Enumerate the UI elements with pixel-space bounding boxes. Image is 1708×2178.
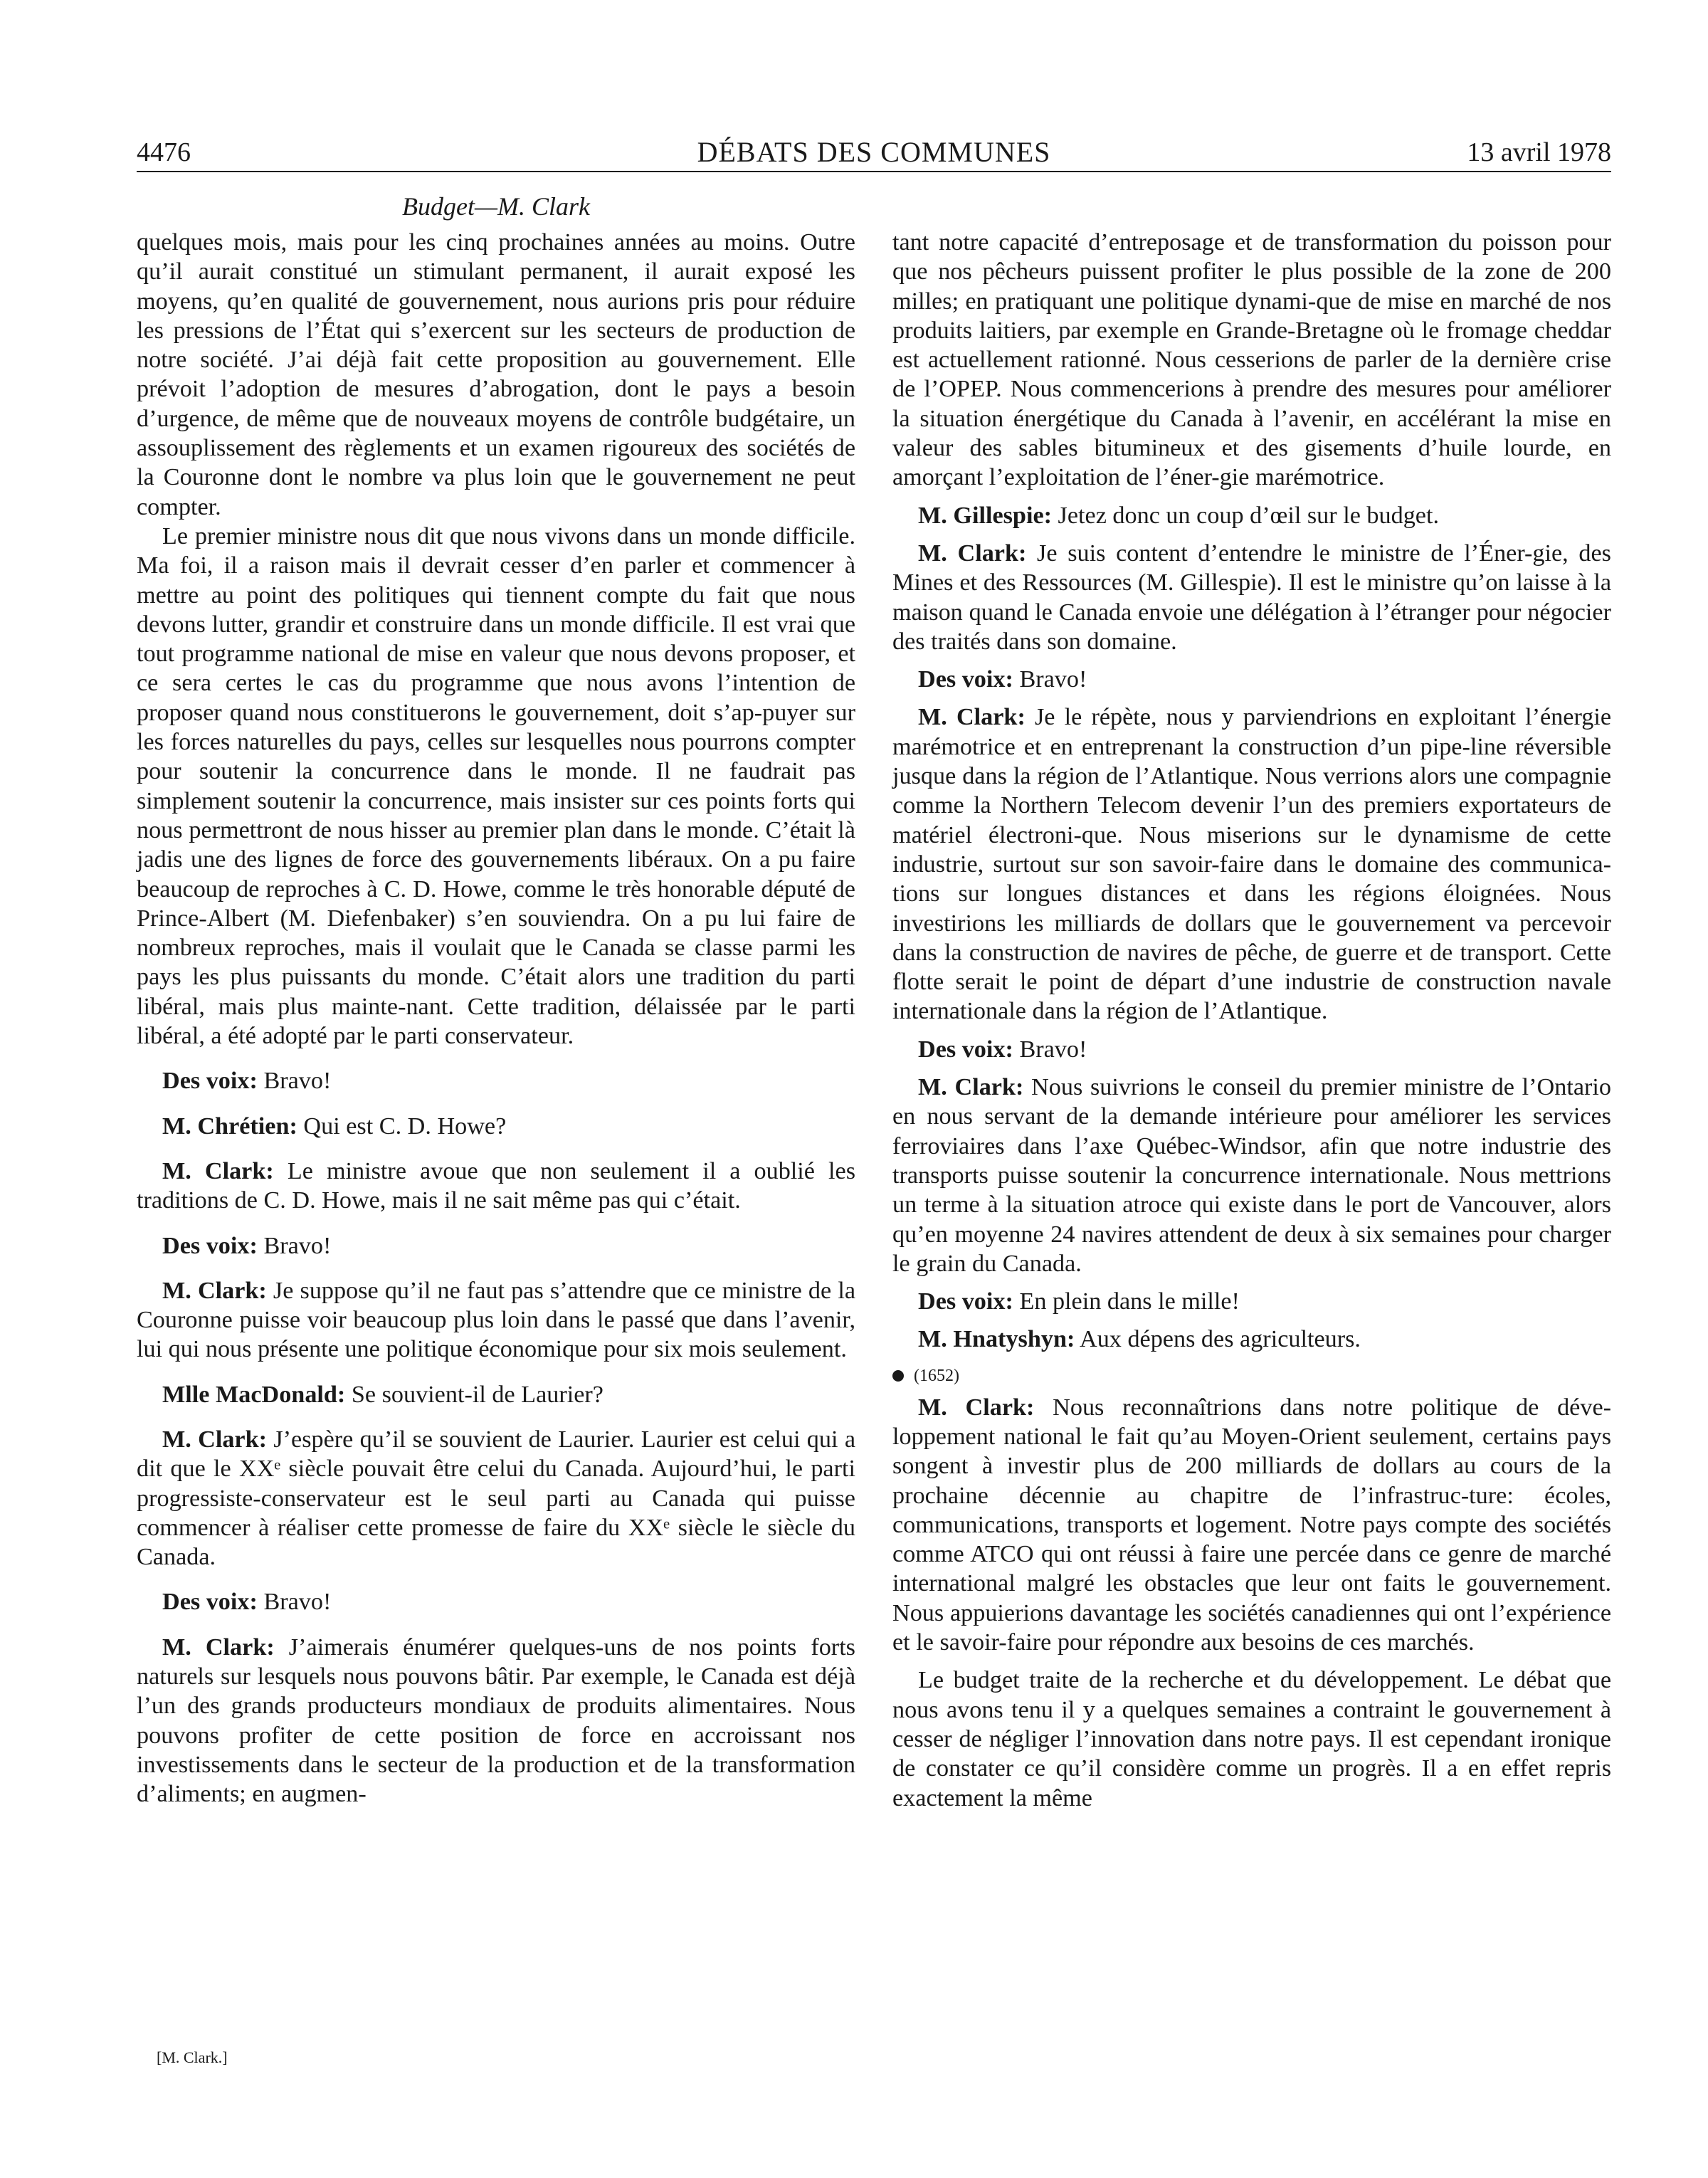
- speech-text: J’espère qu’il se souvient de Laurier. Laurier est celui qui a dit que le XXᵉ siècle pouvait être celui du Canada. Aujourd’hui, le parti progressiste-conservateur est le seul parti au Canada qui puisse commencer à réaliser cette promesse de faire du XXᵉ siècle le siècle du Canada.: [137, 1426, 856, 1571]
- speaker-name: Des voix:: [918, 666, 1013, 693]
- speech: [137, 1633, 855, 1809]
- paragraph: quelques mois, mais pour les cinq prochaines années au moins. Outre qu’il aurait constitué un stimulant permanent, il aurait exposé les moyens, qu’en qualité de gouvernement, nous aurions pris pour réduire les pressions de l’État qui s’exercent sur les secteurs de production de notre société. J’ai déjà fait cette proposition au gouvernement. Elle prévoit l’adoption de mesures d’abrogation, dont le pays a besoin d’urgence, de même que de nouveaux moyens de contrôle budgétaire, un assouplissement des règlements et un examen rigoureux des sociétés de la Couronne dont le nombre va plus loin que le gouvernement ne peut compter.: [137, 229, 855, 520]
- speech-text: Nous suivrions le conseil du premier ministre de l’Ontario en nous servant de la demande intérieure pour améliorer les services ferroviaires dans l’axe Québec-Windsor, afin que notre industrie des transports puisse soutenir la concurrence internationale. Nous mettrions un terme à la situation atroce qui existe dans le port de Vancouver, alors qu’en moyenne 24 navires attendent de deux à six semaines pour charger le grain du Canada.: [892, 1074, 1611, 1277]
- speech: [892, 1287, 1611, 1316]
- speaker-name: Des voix:: [918, 1036, 1013, 1063]
- speech-text: Nous reconnaîtrions dans notre politique de déve-loppement national le fait qu’au Moyen-Orient seulement, certains pays songent à investir plus de 200 milliards de dollars au cours de la prochaine décennie au chapitre de l’infrastruc-ture: écoles, communications, transports et logement. Notre pays compte des sociétés comme ATCO qui ont réussi à faire une percée dans ce genre de marché international malgré les obstacles que leur ont faits le gouvernement. Nous appuierions davantage les sociétés canadiennes qui ont l’expérience et le savoir-faire pour répondre aux besoins de ces marchés.: [892, 1394, 1611, 1656]
- speech: [137, 1231, 855, 1261]
- paragraph: Le premier ministre nous dit que nous vivons dans un monde difficile. Ma foi, il a raison mais il devrait cesser d’en parler et commencer à mettre au point des politiques qui tiennent compte du fait que nous devons lutter, grandir et construire dans un monde difficile. Il est vrai que tout programme national de mise en valeur que nous devons proposer, et ce sera certes le cas du programme que nous avons l’intention de proposer quand nous constituerons le gouvernement, doit s’ap-puyer sur les forces naturelles du pays, celles sur lesquelles nous pourrons compter pour soutenir la concurrence dans le monde. Il ne faudrait pas simplement soutenir la concurrence, mais insister sur ces points forts qui nous permettront de nous hisser au premier plan dans le monde. C’était là jadis une des lignes de force des gouvernements libéraux. On a pu faire beaucoup de reproches à C. D. Howe, comme le très honorable député de Prince-Albert (M. Diefenbaker) s’en souviendra. On a pu lui faire de nombreux reproches, mais il voulait que le Canada se classe parmi les pays les plus puissants du monde. C’était alors une tradition du parti libéral, mais plus mainte-nant. Cette tradition, délaissée par le parti libéral, a été adopté par le parti conservateur.: [137, 522, 855, 1050]
- time-stamp: [892, 1362, 1611, 1390]
- speaker-name: M. Clark:: [162, 1634, 275, 1661]
- speaker-name: M. Gillespie:: [918, 502, 1052, 529]
- speech: [137, 1380, 855, 1409]
- speech-text: Se souvient-il de Laurier?: [345, 1381, 603, 1408]
- speaker-name: Des voix:: [162, 1232, 258, 1259]
- page-header: [137, 134, 1611, 171]
- speech: [892, 1325, 1611, 1354]
- speech-text: En plein dans le mille!: [1013, 1288, 1240, 1315]
- speech-text: Je suppose qu’il ne faut pas s’attendre que ce ministre de la Couronne puisse voir beaucoup plus loin dans le passé que dans l’avenir, lui qui nous présente une politique économique pour six mois seulement.: [137, 1277, 855, 1363]
- running-head: Budget—M. Clark: [402, 192, 590, 221]
- speech-text: J’aimerais énumérer quelques-uns de nos points forts naturels sur lesquels nous pouvons bâtir. Par exemple, le Canada est déjà l’un des grands producteurs mondiaux de produits alimentaires. Nous pouvons profiter de cette position de force en accroissant nos investissements dans le secteur de la production et de la transformation d’aliments; en augmen-: [137, 1634, 855, 1808]
- speech: [892, 703, 1611, 1026]
- speech-text: Bravo!: [257, 1232, 332, 1259]
- speaker-name: M. Clark:: [918, 704, 1026, 731]
- speaker-name: M. Hnatyshyn:: [918, 1326, 1075, 1353]
- speech: [892, 665, 1611, 694]
- speaker-name: Des voix:: [162, 1068, 258, 1095]
- speech: [137, 1276, 855, 1364]
- speaker-name: M. Clark:: [162, 1277, 267, 1304]
- speech: [892, 1073, 1611, 1278]
- speech: [137, 1425, 855, 1572]
- speaker-name: M. Clark:: [918, 1394, 1035, 1421]
- speaker-name: Des voix:: [162, 1589, 258, 1616]
- page-number: 4476: [137, 137, 191, 167]
- journal-title: DÉBATS DES COMMUNES: [697, 136, 1051, 168]
- time-stamp-text: (1652): [914, 1366, 959, 1385]
- speech-text: Je le répète, nous y parviendrions en exploitant l’énergie marémotrice et en entreprenant la construction d’un pipe-line réversible jusque dans la région de l’Atlantique. Nous verrions alors une compagnie comme la Northern Telecom devenir l’un des premiers exportateurs de matériel électroni-que. Nous miserions sur le dynamisme de cette industrie, surtout sur son savoir-faire dans le domaine des communica-tions sur longues distances et dans les régions éloignées. Nous investirions les milliards de dollars que le gouvernement va percevoir dans la construction de navires de pêche, de guerre et de transport. Cette flotte serait le point de départ d’une industrie de construction navale internationale dans la région de l’Atlantique.: [892, 704, 1612, 1025]
- speech: [892, 539, 1611, 656]
- speech: [137, 1066, 855, 1095]
- speech: [892, 1035, 1611, 1064]
- speech-text: Qui est C. D. Howe?: [297, 1112, 507, 1140]
- speech: [137, 1157, 855, 1216]
- speech-text: Je suis content d’entendre le ministre de l’Éner-gie, des Mines et des Ressources (M. Gillespie). Il est le ministre qu’on laisse à la maison quand le Canada envoie une délégation à l’étranger pour négocier des traités dans son domaine.: [892, 540, 1611, 655]
- speaker-name: M. Chrétien:: [162, 1112, 297, 1140]
- speech: [892, 1393, 1611, 1658]
- left-column: [137, 228, 855, 1809]
- bullet-icon: [892, 1370, 904, 1382]
- header-rule: [137, 171, 1611, 172]
- header-date: 13 avril 1978: [1467, 137, 1611, 167]
- paragraph: tant notre capacité d’entreposage et de transformation du poisson pour que nos pêcheurs puissent profiter le plus possible de la zone de 200 milles; en pratiquant une politique dynami-que de mise en marché de nos produits laitiers, par exemple en Grande-Bretagne où le fromage cheddar est actuellement rationné. Nous cesserions de parler de la dernière crise de l’OPEP. Nous commencerions à prendre des mesures pour améliorer la situation énergétique du Canada à l’avenir, en accélérant la mise en valeur des sables bitumineux et des gisements d’huile lourde, en amorçant l’exploitation de l’éner-gie marémotrice.: [892, 229, 1611, 491]
- speech: [137, 1587, 855, 1616]
- speaker-name: Des voix:: [918, 1288, 1013, 1315]
- speaker-name: M. Clark:: [162, 1157, 274, 1184]
- speech-text: Bravo!: [1013, 1036, 1087, 1063]
- speaker-name: M. Clark:: [918, 1074, 1024, 1101]
- speech-text: Bravo!: [257, 1589, 332, 1616]
- speaker-name: M. Clark:: [162, 1426, 268, 1453]
- speaker-name: M. Clark:: [918, 540, 1027, 567]
- speech-text: Jetez donc un coup d’œil sur le budget.: [1052, 502, 1440, 529]
- speech-text: Bravo!: [257, 1068, 332, 1095]
- speaker-note: [M. Clark.]: [157, 2048, 228, 2066]
- paragraph: Le budget traite de la recherche et du développement. Le débat que nous avons tenu il y a quelques semaines a contraint le gouvernement à cesser de négliger l’innovation dans notre pays. Il est cependant ironique de constater ce qu’il considère comme un progrès. Il a en effet repris exactement la même: [892, 1667, 1611, 1811]
- right-column: [892, 228, 1611, 1813]
- speaker-name: Mlle MacDonald:: [162, 1381, 346, 1408]
- speech: [137, 1112, 855, 1141]
- speech-text: Le ministre avoue que non seulement il a oublié les traditions de C. D. Howe, mais il ne sait même pas qui c’était.: [137, 1157, 856, 1214]
- speech-text: Bravo!: [1013, 666, 1087, 693]
- speech: [892, 501, 1611, 530]
- speech-text: Aux dépens des agriculteurs.: [1075, 1326, 1361, 1353]
